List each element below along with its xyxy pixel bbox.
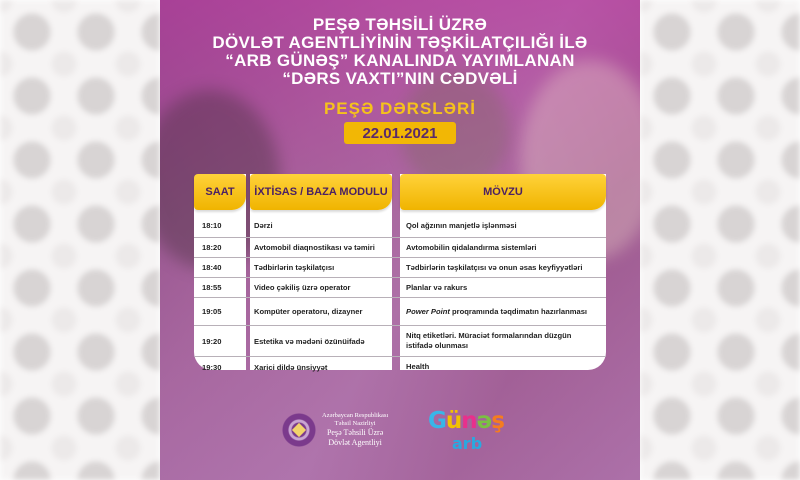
row-time: 18:20 <box>202 243 222 252</box>
row-specialty: Dərzi <box>254 221 273 230</box>
row-topic: Nitq etiketləri. Müraciət formalarından düzgün istifadə olunması <box>406 331 572 350</box>
row-topic: Planlar və rakurs <box>406 282 468 292</box>
row-topic: Tədbirlərin təşkilatçısı və onun əsas keyfiyyətləri <box>406 262 583 272</box>
row-time: 18:55 <box>202 283 222 292</box>
row-topic: Health <box>406 362 430 371</box>
row-specialty: Video çəkiliş üzrə operator <box>254 283 351 292</box>
title-line: “ARB GÜNƏŞ” KANALINDA YAYIMLANAN <box>225 51 575 70</box>
background-pattern-right <box>640 0 800 480</box>
column-header-time: SAAT <box>194 174 246 210</box>
title-line: “DƏRS VAXTI”NIN CƏDVƏLİ <box>282 69 518 88</box>
table-row <box>194 214 606 238</box>
channel-sub: arb <box>452 434 483 453</box>
column-header-specialty: İXTİSAS / BAZA MODULU <box>250 174 392 210</box>
agency-line: Təhsil Nazirliyi <box>334 420 376 427</box>
row-time: 19:20 <box>202 336 222 346</box>
agency-line: Dövlət Agentliyi <box>328 438 382 447</box>
column-header-topic: MÖVZU <box>400 174 606 210</box>
row-specialty: Tədbirlərin təşkilatçısı <box>254 263 335 272</box>
table-row <box>194 258 606 278</box>
table-row <box>194 298 606 326</box>
channel-letter: ə <box>476 408 492 434</box>
poster-title <box>160 16 640 88</box>
channel-letter: n <box>461 408 477 434</box>
agency-name <box>322 412 388 448</box>
schedule-poster <box>160 0 640 480</box>
row-time: 18:10 <box>202 221 222 230</box>
row-topic-italic: Power Point <box>406 306 450 316</box>
table-row <box>194 278 606 298</box>
date-badge: 22.01.2021 <box>344 122 456 144</box>
agency-logo <box>282 412 388 448</box>
row-specialty: Estetika və mədəni özünüifadə <box>254 336 365 346</box>
row-topic <box>400 307 606 317</box>
channel-name <box>428 408 504 434</box>
row-specialty: Xarici dildə ünsiyyət <box>254 362 328 372</box>
row-time: 19:30 <box>202 362 222 372</box>
agency-line: Azərbaycan Respublikası <box>322 412 389 419</box>
background-pattern-left <box>0 0 160 480</box>
agency-line: Peşə Təhsili Üzrə <box>326 428 384 437</box>
row-topic: Qol ağzının manjetlə işlənməsi <box>406 220 517 230</box>
row-topic-rest: proqramında təqdimatın hazırlanması <box>449 306 588 316</box>
table-row <box>194 326 606 357</box>
title-line: PEŞƏ TƏHSİLİ ÜZRƏ <box>312 15 488 34</box>
emblem-icon <box>282 413 316 447</box>
poster-subtitle: PEŞƏ DƏRSLƏRİ <box>323 99 477 118</box>
channel-letter: G <box>428 408 446 434</box>
channel-letter: ü <box>445 408 462 434</box>
row-time: 18:40 <box>202 263 222 272</box>
row-specialty: Avtomobil diaqnostikası və təmiri <box>254 243 375 252</box>
channel-letter: ş <box>491 408 504 434</box>
schedule-table-body <box>194 214 606 377</box>
title-line: DÖVLƏT AGENTLİYİNİN TƏŞKİLATÇILIĞI İLƏ <box>212 33 588 52</box>
table-row <box>194 238 606 258</box>
row-topic: Avtomobilin qidalandırma sistemləri <box>406 242 537 252</box>
row-specialty: Kompüter operatoru, dizayner <box>254 307 363 316</box>
row-time: 19:05 <box>202 307 222 316</box>
channel-logo <box>428 408 504 458</box>
table-row <box>194 357 606 377</box>
